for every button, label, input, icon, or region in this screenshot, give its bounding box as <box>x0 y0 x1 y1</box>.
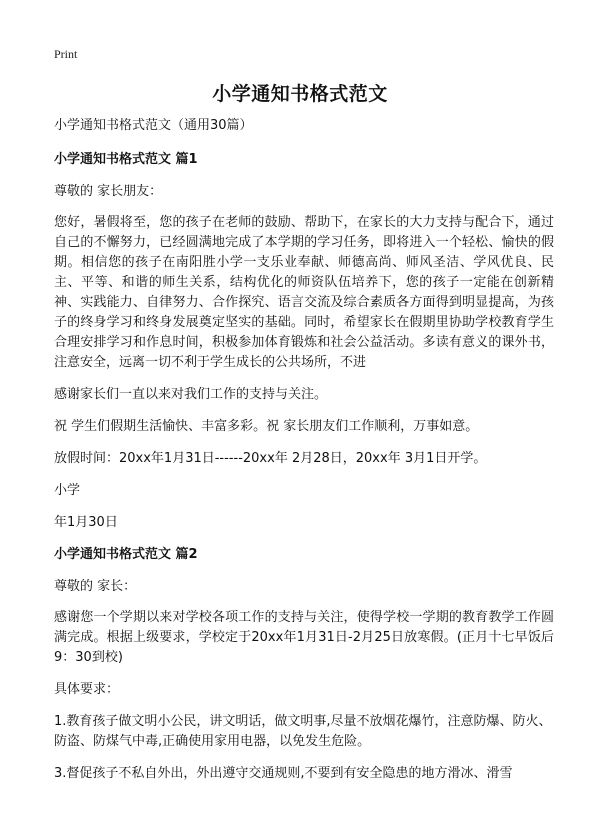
document-body <box>54 116 554 784</box>
paragraph-1-4: 放假时间：20xx年1月31日------20xx年 2月28日，20xx年 3月1日开学。 <box>54 451 487 466</box>
section-heading-1: 小学通知书格式范文 篇1 <box>54 152 198 167</box>
section-heading-2: 小学通知书格式范文 篇2 <box>54 547 198 562</box>
paragraph-2-2: 具体要求： <box>54 682 120 697</box>
page-title: 小学通知书格式范文 <box>212 83 388 105</box>
paragraph-2-1: 感谢您一个学期以来对学校各项工作的支持与关注，使得学校一学期的教育教学工作圆满完成。根据上级要求，学校定于20xx年1月31日-2月25日放寒假。(正月十七早饭后9：30到校) <box>54 610 554 665</box>
paragraph-1-1: 您好，暑假将至，您的孩子在老师的鼓励、帮助下，在家长的大力支持与配合下，通过自己的不懈努力，已经圆满地完成了本学期的学习任务，即将进入一个轻松、愉快的假期。相信您的孩子在南阳胜小学一支乐业奉献、师德高尚、师风圣洁、学风优良、民主、平等、和谐的师生关系，结构优化的师资队伍培养下，您的孩子一定能在创新精神、实践能力、自律努力、合作探究、语言交流及综合素质各方面得到明显提高，为孩子的终身学习和终身发展奠定坚实的基础。同时，希望家长在假期里协助学校教育学生合理安排学习和作息时间，积极参加体育锻炼和社会公益活动。多读有意义的课外书，注意安全，远离一切不利于学生成长的公共场所，不进 <box>54 215 554 370</box>
paragraph-1-2: 感谢家长们一直以来对我们工作的支持与关注。 <box>54 387 328 402</box>
print-label: Print <box>54 47 78 61</box>
paragraph-2-4: 3.督促孩子不私自外出，外出遵守交通规则,不要到有安全隐患的地方滑冰、滑雪 <box>54 766 513 781</box>
signature-1: 小学 <box>54 483 81 498</box>
greeting-1: 尊敬的 家长朋友： <box>54 184 163 199</box>
date-1: 年1月30日 <box>54 515 118 530</box>
document-subtitle: 小学通知书格式范文（通用30篇） <box>54 118 253 133</box>
paragraph-2-3: 1.教育孩子做文明小公民，讲文明话，做文明事,尽量不放烟花爆竹，注意防爆、防火、防盗、防煤气中毒,正确使用家用电器，以免发生危险。 <box>54 714 552 749</box>
greeting-2: 尊敬的 家长： <box>54 579 137 594</box>
paragraph-1-3: 祝 学生们假期生活愉快、丰富多彩。祝 家长朋友们工作顺利，万事如意。 <box>54 419 479 434</box>
